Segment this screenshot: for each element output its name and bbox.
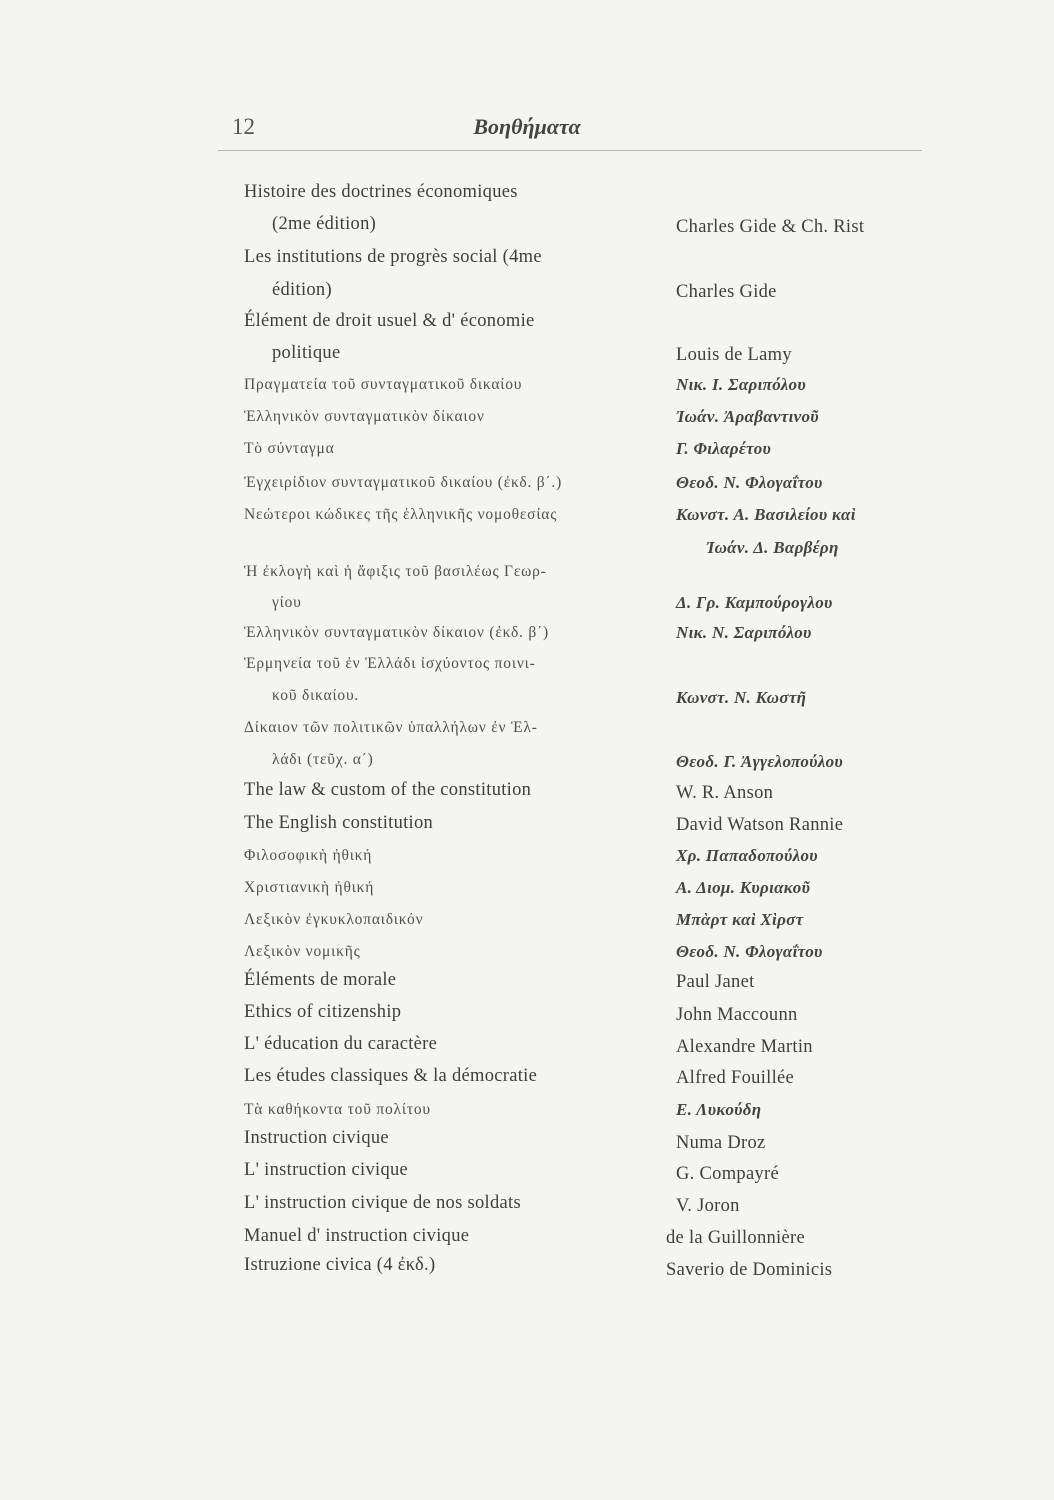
entry-title: Les études classiques & la démocratie [244, 1066, 538, 1086]
entry-title: Δίκαιον τῶν πολιτικῶν ὑπαλλήλων ἐν Ἑλ- [244, 719, 538, 736]
entry-author: Paul Janet [676, 972, 755, 992]
entry-title: Éléments de morale [244, 970, 397, 990]
entry-author: W. R. Anson [676, 783, 774, 803]
page-number: 12 [232, 114, 255, 139]
entry-title: Χριστιανικὴ ἠθική [244, 879, 375, 896]
entry-title: Τὸ σύνταγμα [244, 440, 335, 457]
entry-author: Δ. Γρ. Καμπούρογλου [676, 593, 833, 612]
entry-title: Λεξικὸν νομικῆς [244, 943, 361, 960]
entry-title: Ἐγχειρίδιον συνταγματικοῦ δικαίου (ἐκδ. β΄.) [244, 474, 563, 491]
entry-title: L' instruction civique de nos soldats [244, 1193, 521, 1213]
entry-author: Κωνστ. Α. Βασιλείου καὶ [676, 505, 856, 524]
entry-author: Νικ. Ν. Σαριπόλου [676, 623, 812, 642]
entry-author: Θεοδ. Γ. Ἀγγελοπούλου [676, 752, 844, 771]
entry-title: Instruction civique [244, 1128, 389, 1148]
entry-author: Χρ. Παπαδοπούλου [676, 846, 818, 865]
entry-title-continuation: édition) [272, 280, 332, 300]
entry-title: L' instruction civique [244, 1160, 409, 1180]
entry-author: Alfred Fouillée [676, 1068, 795, 1088]
entry-title: Istruzione civica (4 ἐκδ.) [244, 1255, 436, 1275]
entry-author: Θεοδ. Ν. Φλογαΐτου [676, 473, 823, 492]
entry-author: Ε. Λυκούδη [676, 1100, 762, 1119]
entry-author: John Maccounn [676, 1005, 798, 1025]
entry-author: G. Compayré [676, 1164, 779, 1184]
entry-author: Louis de Lamy [676, 345, 792, 365]
entry-author: Ἰωάν. Ἀραβαντινοῦ [676, 407, 819, 426]
entry-author: Saverio de Dominicis [666, 1260, 833, 1280]
entry-title: Πραγματεία τοῦ συνταγματικοῦ δικαίου [244, 376, 523, 393]
entry-author: Γ. Φιλαρέτου [676, 439, 772, 458]
entry-title-continuation: κοῦ δικαίου. [272, 687, 360, 704]
entry-title: Histoire des doctrines économiques [244, 182, 518, 202]
entry-title: Ἑρμηνεία τοῦ ἐν Ἑλλάδι ἰσχύοντος ποινι- [244, 655, 536, 672]
entry-author-continuation: Ἰωάν. Δ. Βαρβέρη [706, 538, 839, 557]
entry-author: Charles Gide & Ch. Rist [676, 217, 865, 237]
entry-title: Ἑλληνικὸν συνταγματικὸν δίκαιον [244, 408, 485, 425]
entry-author: Νικ. Ι. Σαριπόλου [676, 375, 806, 394]
entry-author: de la Guillonnière [666, 1228, 805, 1248]
entry-title: Ἡ ἐκλογὴ καὶ ἡ ἄφιξις τοῦ βασιλέως Γεωρ- [244, 563, 547, 580]
running-title: Βοηθήματα [473, 114, 581, 139]
entry-title-continuation: (2me édition) [272, 214, 377, 234]
entry-title: Λεξικὸν ἐγκυκλοπαιδικόν [244, 911, 424, 928]
entry-author: Θεοδ. Ν. Φλογαΐτου [676, 942, 823, 961]
entry-title: Τὰ καθήκοντα τοῦ πολίτου [244, 1101, 431, 1118]
entry-title: Les institutions de progrès social (4me [244, 247, 542, 267]
entry-author: Numa Droz [676, 1133, 766, 1153]
entry-title: Ethics of citizenship [244, 1002, 402, 1022]
entry-title: Manuel d' instruction civique [244, 1226, 470, 1246]
entry-title: Νεώτεροι κώδικες τῆς ἑλληνικῆς νομοθεσίας [244, 506, 558, 523]
entry-title: The law & custom of the constitution [244, 780, 532, 800]
entry-author: Κωνστ. Ν. Κωστῆ [676, 688, 807, 707]
entry-title-continuation: λάδι (τεῦχ. α΄) [272, 751, 374, 768]
entry-author: V. Joron [676, 1196, 740, 1216]
entry-title: Ἑλληνικὸν συνταγματικὸν δίκαιον (ἐκδ. β΄) [244, 624, 550, 641]
entry-title: Φιλοσοφικὴ ἠθική [244, 847, 373, 864]
entry-author: Alexandre Martin [676, 1037, 813, 1057]
entry-title-continuation: γίου [272, 594, 302, 611]
entry-author: Charles Gide [676, 282, 777, 302]
entry-title: The English constitution [244, 813, 434, 833]
entry-author: Α. Διομ. Κυριακοῦ [676, 878, 811, 897]
entry-title-continuation: politique [272, 343, 341, 363]
entry-author: Μπὰρτ καὶ Χὶρστ [676, 910, 804, 929]
entry-title: Élément de droit usuel & d' économie [244, 311, 535, 331]
entry-author: David Watson Rannie [676, 815, 844, 835]
entry-title: L' éducation du caractère [244, 1034, 438, 1054]
